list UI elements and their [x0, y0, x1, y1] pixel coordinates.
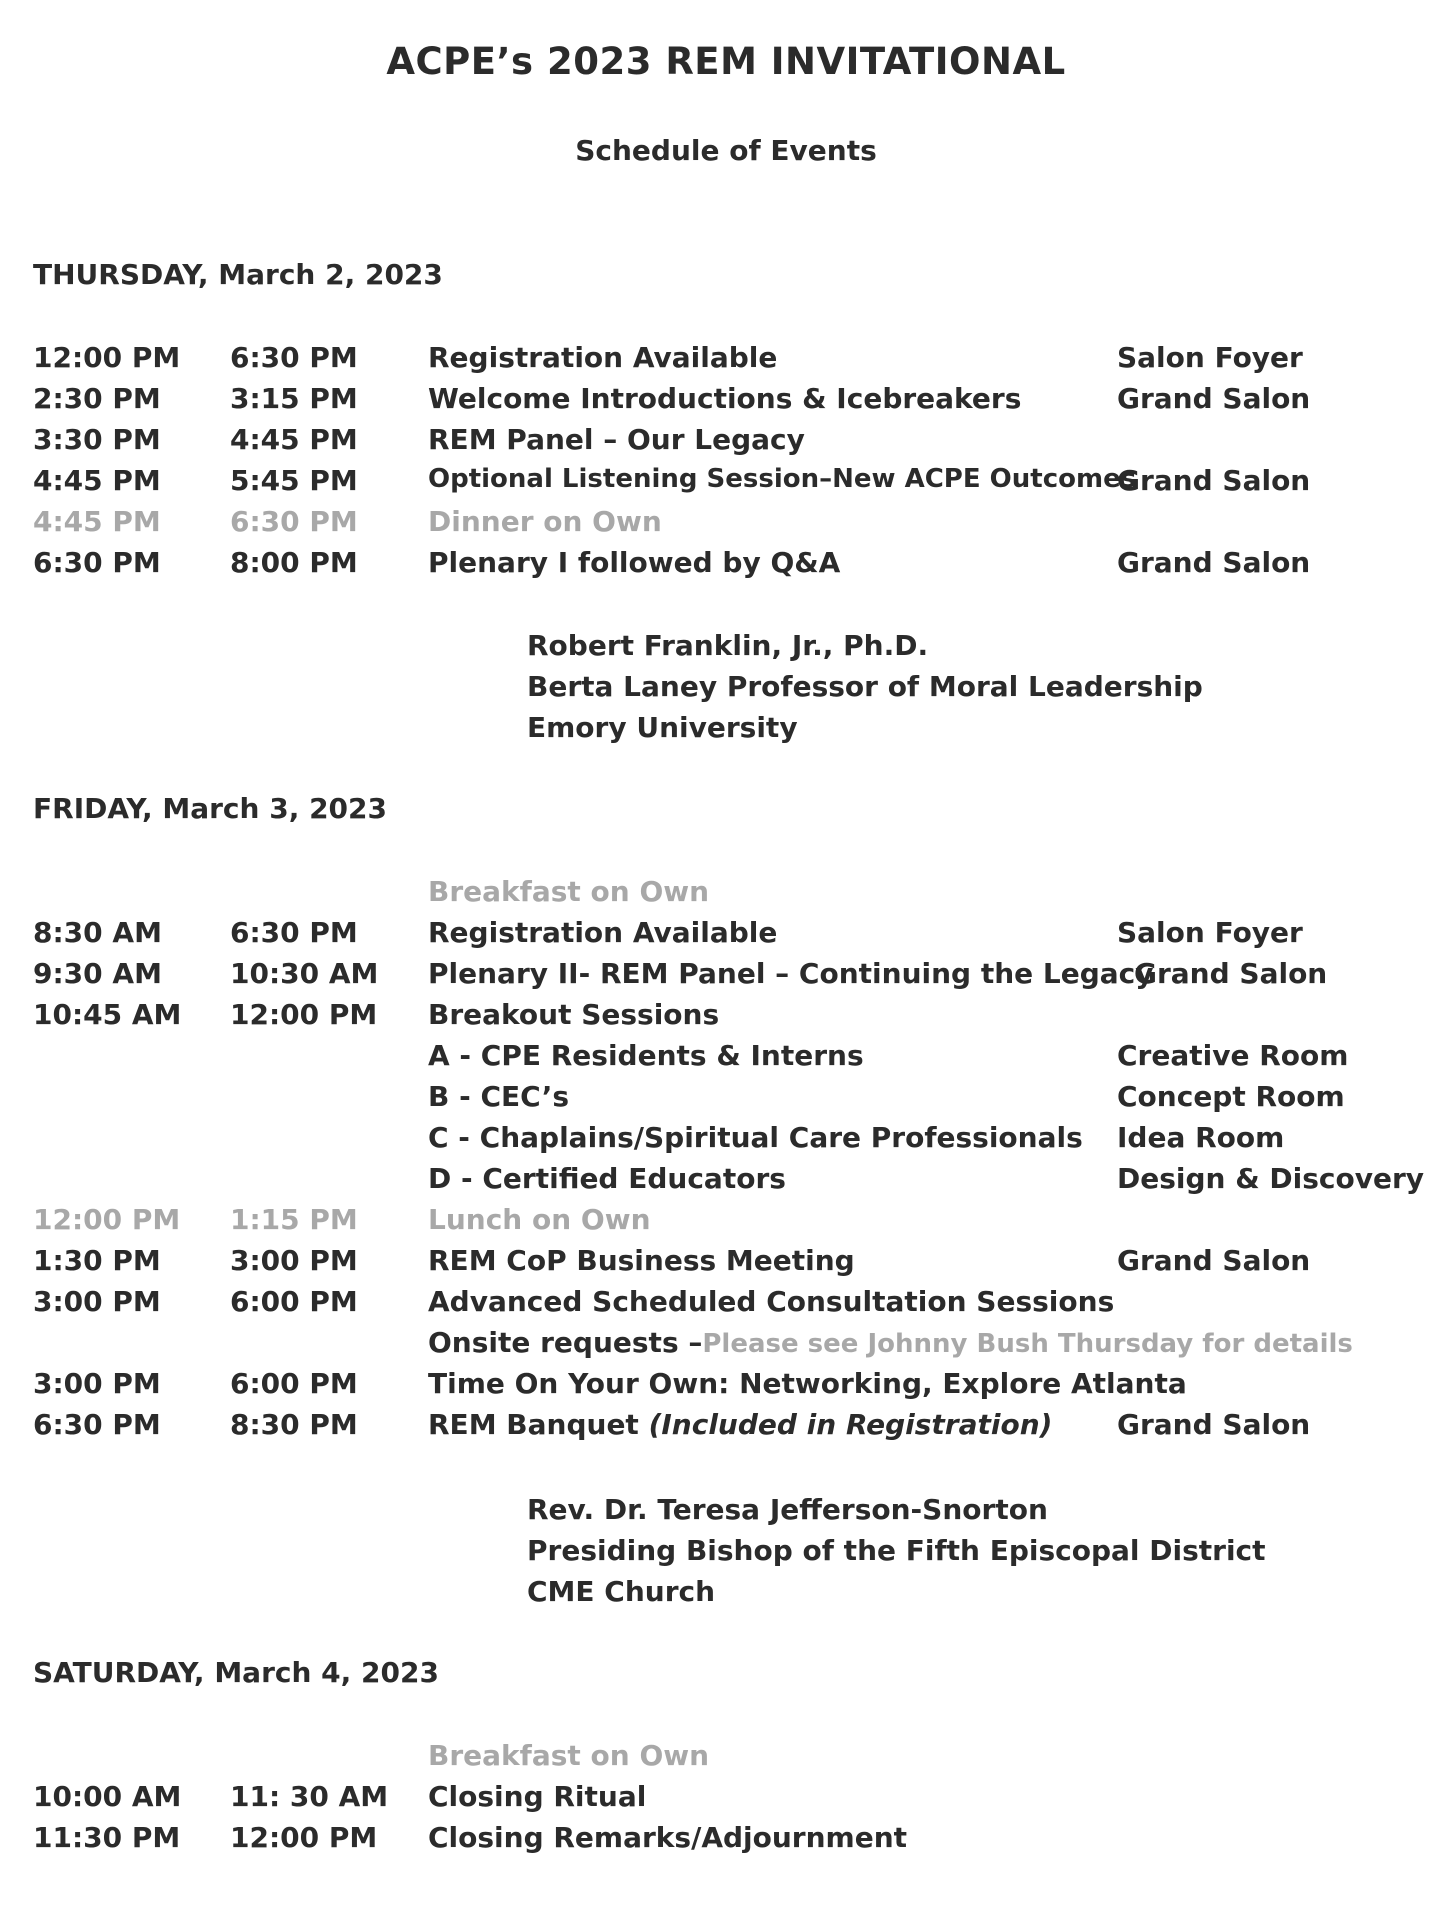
end-time: 8:30 PM [230, 1408, 358, 1441]
schedule-row [0, 875, 1452, 915]
event-location: Grand Salon [1134, 957, 1328, 990]
start-time: 8:30 AM [33, 916, 162, 949]
event-location: Grand Salon [1117, 382, 1311, 415]
end-time: 5:45 PM [230, 464, 358, 497]
event-location: Salon Foyer [1117, 341, 1303, 374]
start-time: 3:00 PM [33, 1367, 161, 1400]
end-time: 6:30 PM [230, 916, 358, 949]
document-subtitle: Schedule of Events [575, 134, 877, 167]
end-time: 6:30 PM [230, 341, 358, 374]
end-time: 12:00 PM [230, 1821, 378, 1854]
schedule-row [0, 341, 1452, 381]
event-location: Grand Salon [1117, 1244, 1311, 1277]
speaker-name: Rev. Dr. Teresa Jefferson-Snorton [527, 1493, 1048, 1526]
speaker-block [527, 1489, 1266, 1612]
event-location: Grand Salon [1117, 464, 1311, 497]
schedule-row [0, 1780, 1452, 1820]
speaker-block [527, 625, 1203, 748]
event-name: Welcome Introductions & Icebreakers [428, 382, 1022, 415]
event-name: Breakfast on Own [428, 875, 710, 908]
event-name: Plenary II- REM Panel – Continuing the Legacy [428, 957, 1154, 990]
event-name: Time On Your Own: Networking, Explore Atlanta [428, 1367, 1187, 1400]
document-title: ACPE’s 2023 REM INVITATIONAL [386, 40, 1066, 83]
thursday-heading: THURSDAY, March 2, 2023 [33, 258, 443, 291]
event-name: Registration Available [428, 916, 778, 949]
end-time: 6:00 PM [230, 1367, 358, 1400]
event-name: Plenary I followed by Q&A [428, 546, 841, 579]
onsite-note: Please see Johnny Bush Thursday for details [702, 1329, 1353, 1359]
end-time: 3:00 PM [230, 1244, 358, 1277]
start-time: 10:00 AM [33, 1780, 182, 1813]
breakout-row [0, 1121, 1452, 1161]
speaker-position: Berta Laney Professor of Moral Leadership [527, 670, 1203, 703]
breakout-row [0, 1162, 1452, 1202]
start-time: 10:45 AM [33, 998, 182, 1031]
schedule-row [0, 546, 1452, 586]
start-time: 11:30 PM [33, 1821, 181, 1854]
schedule-row [0, 1408, 1452, 1448]
end-time: 6:30 PM [230, 505, 358, 538]
event-name: Breakfast on Own [428, 1739, 710, 1772]
schedule-row [0, 916, 1452, 956]
event-name: B - CEC’s [428, 1080, 570, 1113]
event-name: Advanced Scheduled Consultation Sessions [428, 1285, 1115, 1318]
start-time: 3:00 PM [33, 1285, 161, 1318]
event-name: Closing Remarks/Adjournment [428, 1821, 908, 1854]
event-name: Closing Ritual [428, 1780, 647, 1813]
end-time: 6:00 PM [230, 1285, 358, 1318]
schedule-row [0, 1821, 1452, 1861]
start-time: 3:30 PM [33, 423, 161, 456]
speaker-organization: CME Church [527, 1575, 716, 1608]
event-name: Optional Listening Session–New ACPE Outcomes [428, 464, 1137, 494]
breakout-row [0, 1039, 1452, 1079]
event-name: A - CPE Residents & Interns [428, 1039, 864, 1072]
event-name: C - Chaplains/Spiritual Care Professionals [428, 1121, 1083, 1154]
schedule-row [0, 505, 1452, 545]
schedule-row [0, 1244, 1452, 1284]
start-time: 4:45 PM [33, 464, 161, 497]
end-time: 4:45 PM [230, 423, 358, 456]
schedule-row [0, 464, 1452, 504]
start-time: 9:30 AM [33, 957, 162, 990]
event-name-with-note [428, 1408, 1052, 1441]
start-time: 2:30 PM [33, 382, 161, 415]
speaker-name: Robert Franklin, Jr., Ph.D. [527, 629, 929, 662]
schedule-row [0, 382, 1452, 422]
schedule-row [0, 1367, 1452, 1407]
event-name: REM Banquet [428, 1408, 639, 1441]
schedule-row [0, 1285, 1452, 1325]
event-name: REM Panel – Our Legacy [428, 423, 805, 456]
speaker-organization: Emory University [527, 711, 798, 744]
speaker-position: Presiding Bishop of the Fifth Episcopal District [527, 1534, 1266, 1567]
friday-heading: FRIDAY, March 3, 2023 [33, 792, 388, 825]
start-time: 4:45 PM [33, 505, 161, 538]
event-location: Idea Room [1117, 1121, 1285, 1154]
end-time: 8:00 PM [230, 546, 358, 579]
breakout-row [0, 1080, 1452, 1120]
onsite-label: Onsite requests – [428, 1326, 703, 1359]
start-time: 6:30 PM [33, 1408, 161, 1441]
schedule-row [0, 957, 1452, 997]
event-location: Design & Discovery [1117, 1162, 1425, 1195]
saturday-heading: SATURDAY, March 4, 2023 [33, 1656, 439, 1689]
start-time: 6:30 PM [33, 546, 161, 579]
schedule-row [0, 423, 1452, 463]
event-name: Lunch on Own [428, 1203, 651, 1236]
onsite-row [0, 1326, 1452, 1366]
event-name: REM CoP Business Meeting [428, 1244, 855, 1277]
event-location: Grand Salon [1117, 1408, 1311, 1441]
schedule-row [0, 1203, 1452, 1243]
end-time: 1:15 PM [230, 1203, 358, 1236]
event-location: Salon Foyer [1117, 916, 1303, 949]
start-time: 12:00 PM [33, 341, 181, 374]
banquet-note: (Included in Registration) [648, 1408, 1053, 1441]
schedule-row [0, 1739, 1452, 1779]
event-name: Breakout Sessions [428, 998, 720, 1031]
event-location: Concept Room [1117, 1080, 1345, 1113]
event-name: D - Certified Educators [428, 1162, 786, 1195]
end-time: 11: 30 AM [230, 1780, 389, 1813]
event-name: Dinner on Own [428, 505, 662, 538]
onsite-note-line [428, 1326, 1353, 1359]
event-location: Creative Room [1117, 1039, 1349, 1072]
start-time: 12:00 PM [33, 1203, 181, 1236]
event-name: Registration Available [428, 341, 778, 374]
schedule-row [0, 998, 1452, 1038]
end-time: 10:30 AM [230, 957, 379, 990]
end-time: 3:15 PM [230, 382, 358, 415]
start-time: 1:30 PM [33, 1244, 161, 1277]
end-time: 12:00 PM [230, 998, 378, 1031]
event-location: Grand Salon [1117, 546, 1311, 579]
